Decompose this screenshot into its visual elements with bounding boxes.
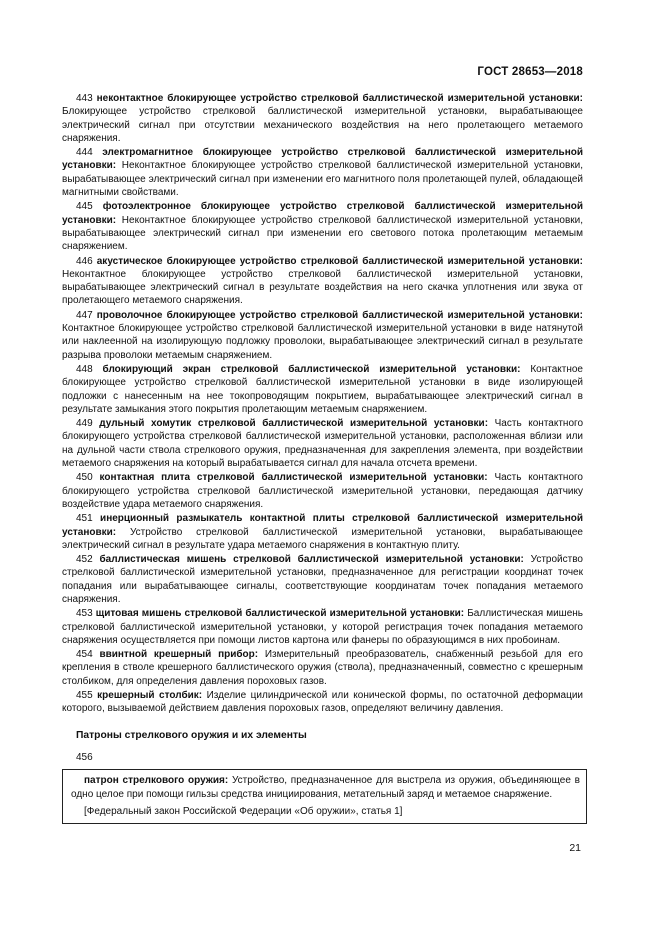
term-definition: Устройство стрелковой баллистической измерительной установки, вырабатывающее электрический сигнал в результате удара метаемого снаряжения в контактную плиту.	[62, 526, 583, 551]
term-number: 451	[76, 513, 93, 525]
term-number: 449	[76, 418, 93, 430]
page-number: 21	[569, 842, 581, 854]
term-entry	[62, 309, 583, 362]
term-name: патрон стрелкового оружия:	[84, 775, 229, 787]
term-entry	[62, 92, 583, 145]
term-definition: Часть контактного блокирующего устройства стрелковой баллистической измерительной установки, расположенная вблизи или на дульной части ствола стрелкового оружия, предназначенная для закрепления элемента, при воздействии метаемого снаряжения на который вырабатывается сигнал для начала отсчета времени.	[62, 418, 583, 470]
term-number: 450	[76, 472, 93, 484]
term-number: 448	[76, 363, 93, 375]
term-definition: Блокирующее устройство стрелковой баллистической измерительной установки, вырабатывающее электрический сигнал при отсутствии механического воздействия на него пролетающего метаемого снаряжения.	[62, 106, 583, 144]
term-definition: Контактное блокирующее устройство стрелковой баллистической измерительной установки в виде натянутой или наклеенной на изолирующую подложку проволоки, вырабатывающее электрический сигнал в результате разрыва проволоки метаемым снаряжением.	[62, 323, 583, 361]
term-name: ввинтной крешерный прибор:	[99, 649, 259, 661]
term-definition: Неконтактное блокирующее устройство стрелковой баллистической измерительной установки, вырабатывающее электрический сигнал при изменении его светового потока пролетающим метаемым снаряжением.	[62, 214, 584, 253]
term-number: 456	[76, 751, 93, 763]
term-number: 453	[76, 608, 93, 620]
term-name: неконтактное блокирующее устройство стрелковой баллистической измерительной установки:	[96, 93, 583, 104]
term-source: [Федеральный закон Российской Федерации «Об оружии», статья 1]	[84, 805, 403, 817]
term-number: 455	[76, 690, 93, 702]
term-number: 445	[76, 201, 93, 213]
section-heading: Патроны стрелкового оружия и их элементы	[76, 729, 307, 741]
term-name: проволочное блокирующее устройство стрелковой баллистической измерительной установки:	[96, 309, 583, 321]
term-entries-list	[62, 92, 583, 716]
term-number: 447	[76, 309, 93, 321]
standard-header: ГОСТ 28653—2018	[477, 66, 583, 78]
term-entry	[62, 648, 583, 688]
term-definition: Часть контактного блокирующего устройства стрелковой баллистической измерительной установки, передающая датчику воздействие удара метаемого снаряжения.	[62, 472, 583, 510]
term-name: инерционный размыкатель контактной плиты стрелковой баллистической измерительной установки:	[62, 513, 584, 538]
term-entry	[62, 471, 583, 511]
term-number: 444	[76, 147, 93, 159]
terms-content	[62, 92, 583, 824]
term-name: дульный хомутик стрелковой баллистической измерительной установки:	[99, 418, 489, 430]
term-definition: Устройство стрелковой баллистической измерительной установки, предназначенное для регистрации координат точек попадания или вырабатывающее сигналы, соответствующие координатам точек попадания метаемого снаряжения.	[62, 554, 583, 605]
term-name: крешерный столбик:	[97, 690, 203, 702]
term-definition: Баллистическая мишень стрелковой баллистической измерительной установки, у которой регистрация точек попадания метаемого снаряжения осуществляется при помощи листов картона или фанеры по образующимся в них пробоинам.	[62, 608, 584, 646]
term-entry	[62, 363, 583, 416]
term-definition: Неконтактное блокирующее устройство стрелковой баллистической измерительной установки, вырабатывающее электрический сигнал при изменении его магнитного поля пролетающей пулей, обладающей магнитными свойствами.	[62, 160, 584, 199]
term-number: 454	[76, 649, 93, 661]
term-number: 443	[76, 93, 93, 104]
term-number: 446	[76, 255, 93, 267]
boxed-definition	[71, 774, 580, 801]
term-definition: Контактное блокирующее устройство стрелковой баллистической измерительной установки в виде изолирующей подложки с нанесенным на нее токопроводящим покрытием, вырабатывающее электрический сигнал в результате замыкания этого покрытия пролетающим метаемым снаряжением.	[62, 363, 583, 415]
term-entry	[62, 146, 583, 199]
term-entry	[62, 417, 583, 470]
term-name: блокирующий экран стрелковой баллистической измерительной установки:	[102, 363, 521, 375]
term-definition: Изделие цилиндрической или конической формы, по остаточной деформации которого, вызываемой действием давления пороховых газов, определяют величину давления.	[62, 690, 584, 715]
term-definition: Устройство, предназначенное для выстрела из оружия, объединяющее в одно целое при помощи гильзы средства инициирования, метательный заряд и метаемое снаряжение.	[71, 775, 580, 800]
term-definition: Неконтактное блокирующее устройство стрелковой баллистической измерительной установки, вырабатывающее электрический сигнал в результате воздействия на него скачка уплотнения или звука от пролетающего метаемого снаряжения.	[62, 268, 583, 307]
term-definition: Измерительный преобразователь, снабженный резьбой для его крепления в стволе крешерного баллистического оружия (ствола), предназначенный, совместно с крешерным столбиком, для определения давления пороховых газов.	[62, 649, 583, 687]
term-entry	[62, 553, 583, 606]
term-entry	[62, 689, 583, 716]
term-name: электромагнитное блокирующее устройство стрелковой баллистической измерительной установки:	[62, 147, 584, 172]
term-entry	[62, 255, 583, 308]
term-name: акустическое блокирующее устройство стрелковой баллистической измерительной установки:	[96, 255, 583, 267]
term-name: баллистическая мишень стрелковой баллистической измерительной установки:	[99, 554, 524, 566]
term-name: щитовая мишень стрелковой баллистической измерительной установки:	[95, 608, 465, 620]
boxed-term-entry	[62, 769, 587, 824]
term-name: контактная плита стрелковой баллистической измерительной установки:	[99, 472, 488, 484]
term-entry	[62, 200, 583, 253]
term-number: 452	[76, 554, 93, 566]
term-entry	[62, 512, 583, 552]
term-name: фотоэлектронное блокирующее устройство стрелковой баллистической измерительной установки:	[62, 201, 584, 226]
term-entry	[62, 607, 583, 647]
